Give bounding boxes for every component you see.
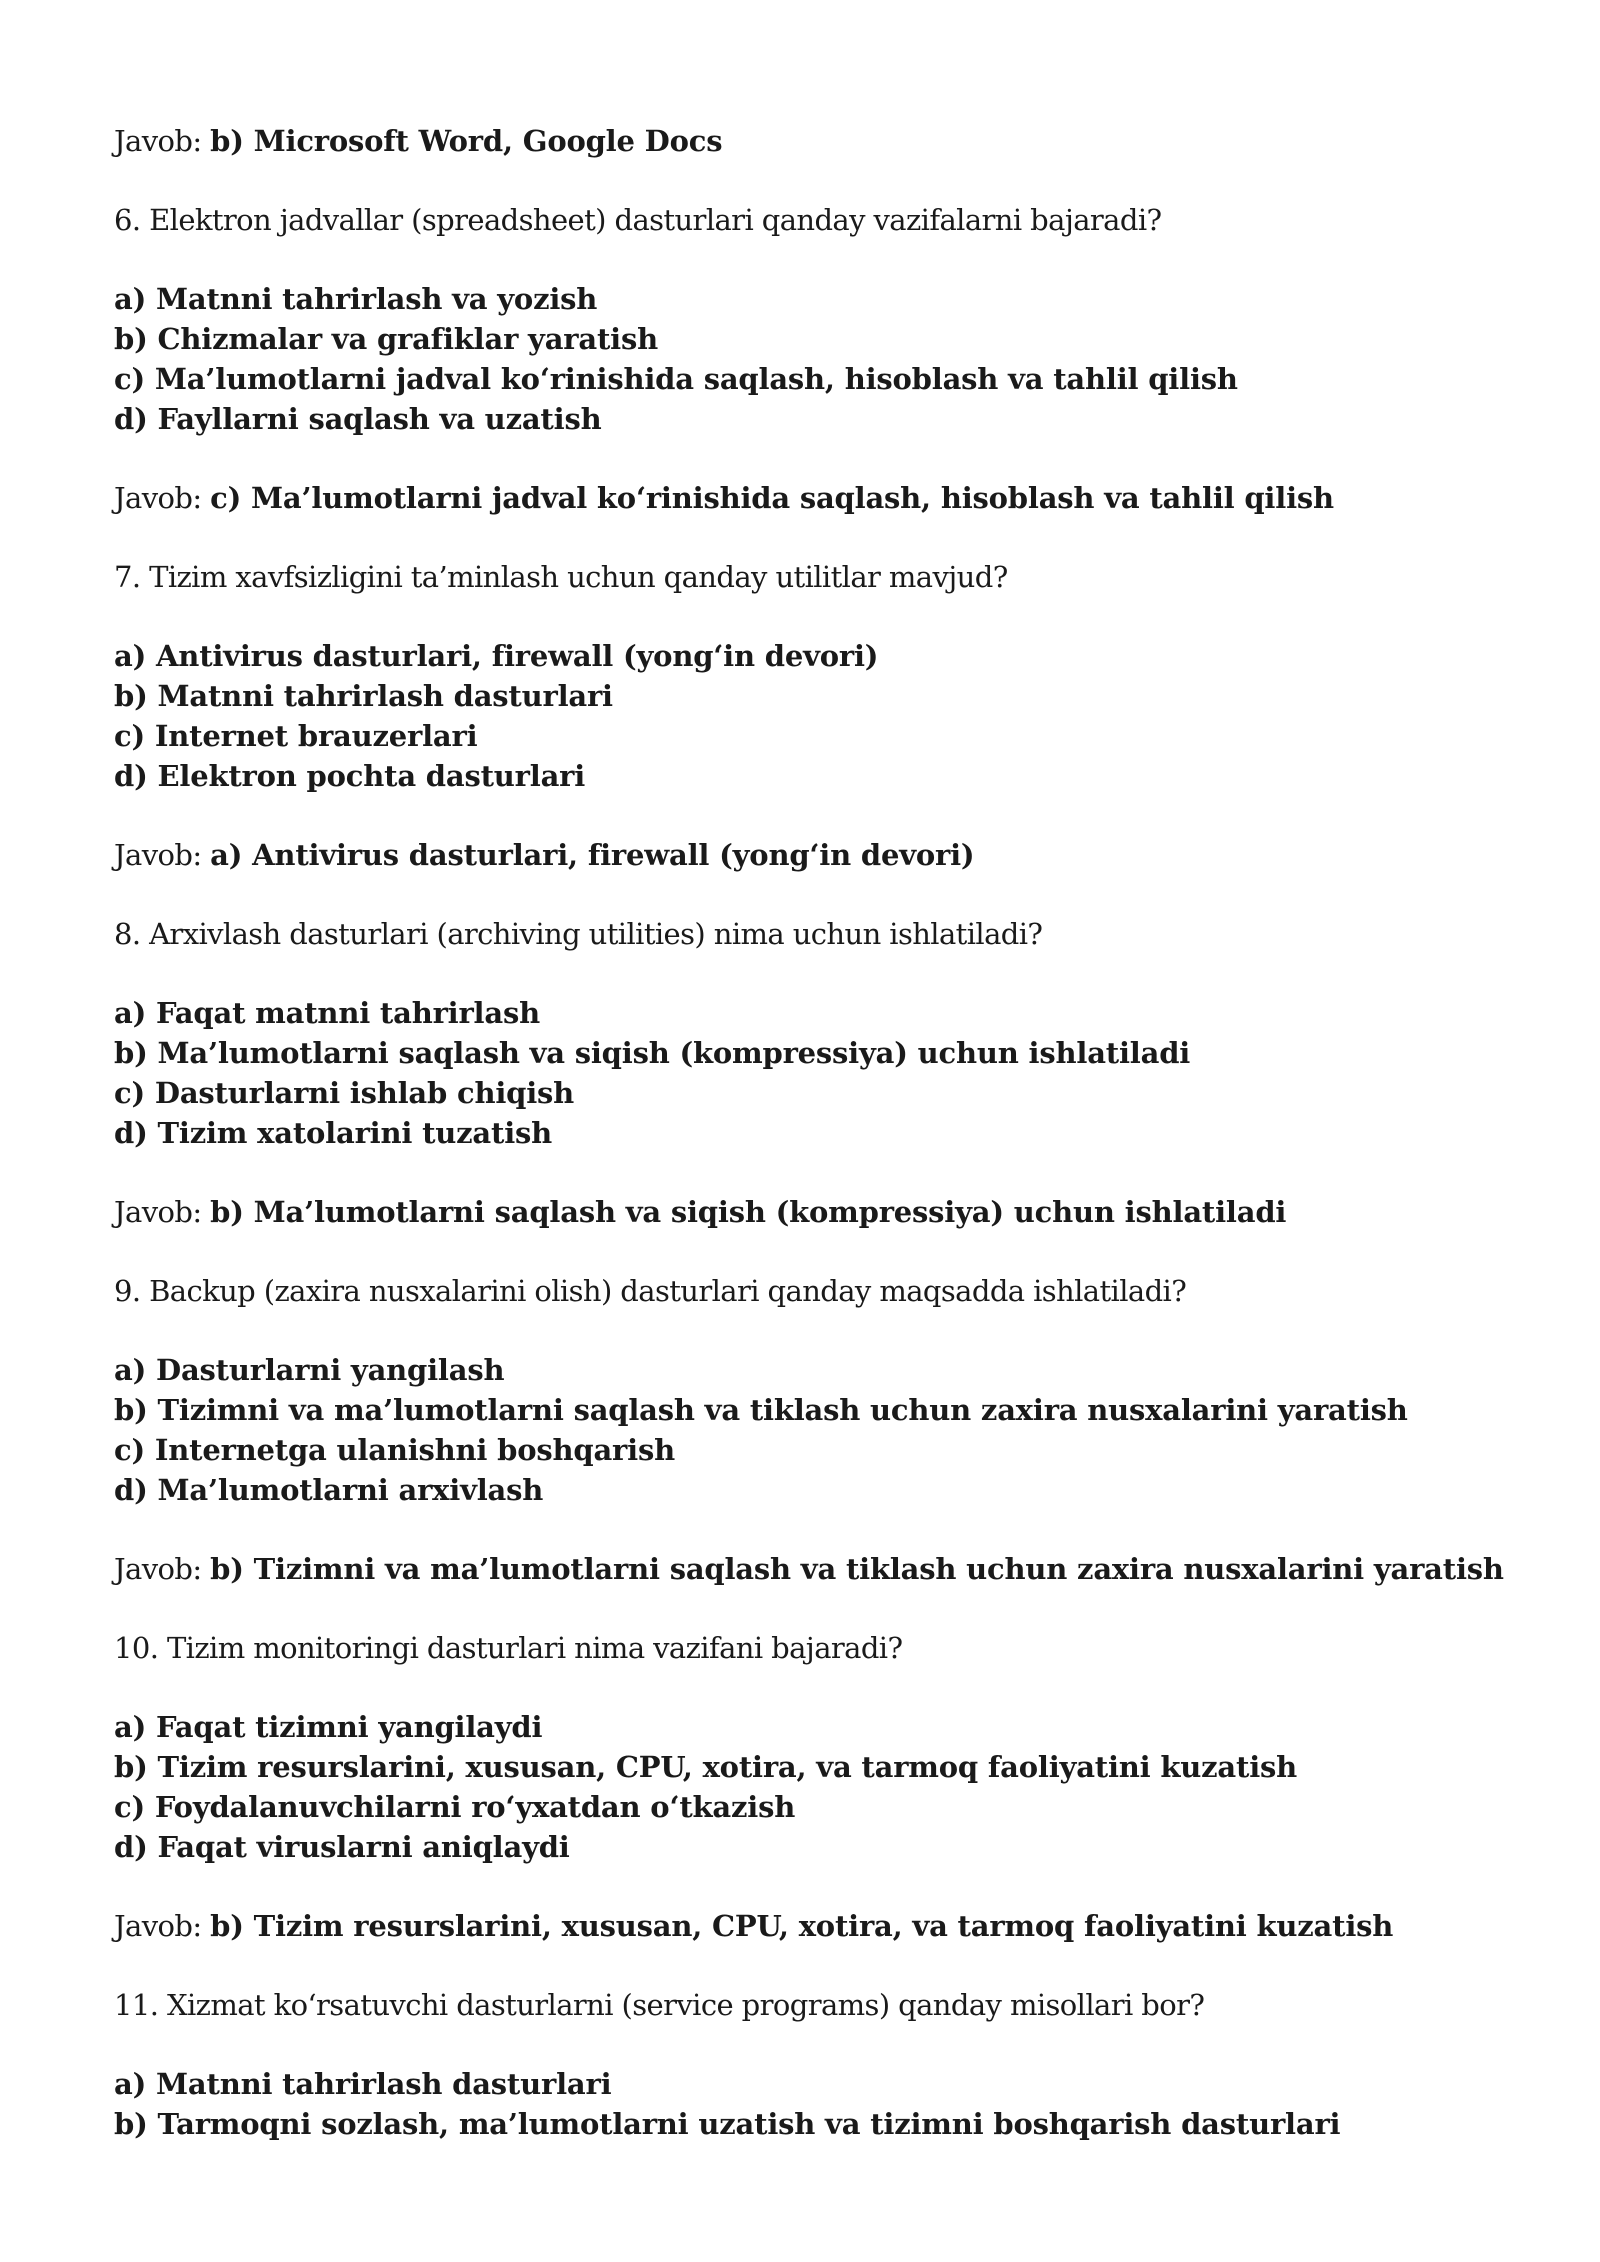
option-b: b) Chizmalar va grafiklar yaratish bbox=[114, 322, 658, 356]
options-list bbox=[114, 636, 1534, 796]
option-c: c) Internetga ulanishni boshqarish bbox=[114, 1433, 675, 1467]
options-list bbox=[114, 1707, 1534, 1867]
option-d: d) Ma’lumotlarni arxivlash bbox=[114, 1473, 544, 1507]
answer-prefix: Javob: bbox=[114, 1552, 211, 1586]
answer-value: b) Tizimni va ma’lumotlarni saqlash va tiklash uchun zaxira nusxalarini yaratish bbox=[210, 1552, 1504, 1586]
option-d: d) Faqat viruslarni aniqlaydi bbox=[114, 1830, 570, 1864]
question-11: 11. Xizmat ko‘rsatuvchi dasturlarni (service programs) qanday misollari bor? bbox=[114, 1988, 1205, 2022]
option-c: c) Internet brauzerlari bbox=[114, 719, 478, 753]
options-list bbox=[114, 2064, 1534, 2144]
option-b: b) Matnni tahrirlash dasturlari bbox=[114, 679, 613, 713]
document-page bbox=[114, 121, 1534, 2144]
answer-line bbox=[114, 478, 1534, 518]
answer-value: b) Tizim resurslarini, xususan, CPU, xotira, va tarmoq faoliyatini kuzatish bbox=[210, 1909, 1394, 1943]
answer-prefix: Javob: bbox=[114, 481, 211, 515]
answer-prefix: Javob: bbox=[114, 838, 211, 872]
option-c: c) Dasturlarni ishlab chiqish bbox=[114, 1076, 575, 1110]
answer-prefix: Javob: bbox=[114, 1909, 211, 1943]
answer-value: a) Antivirus dasturlari, firewall (yong‘in devori) bbox=[210, 838, 975, 872]
option-a: a) Faqat tizimni yangilaydi bbox=[114, 1710, 543, 1744]
answer-line bbox=[114, 1192, 1534, 1232]
answer-line bbox=[114, 1549, 1534, 1589]
options-list bbox=[114, 1350, 1534, 1510]
question-6: 6. Elektron jadvallar (spreadsheet) dasturlari qanday vazifalarni bajaradi? bbox=[114, 203, 1162, 237]
question-10: 10. Tizim monitoringi dasturlari nima vazifani bajaradi? bbox=[114, 1631, 903, 1665]
option-d: d) Fayllarni saqlash va uzatish bbox=[114, 402, 602, 436]
option-d: d) Tizim xatolarini tuzatish bbox=[114, 1116, 553, 1150]
option-b: b) Tizimni va ma’lumotlarni saqlash va tiklash uchun zaxira nusxalarini yaratish bbox=[114, 1393, 1408, 1427]
question-9: 9. Backup (zaxira nusxalarini olish) dasturlari qanday maqsadda ishlatiladi? bbox=[114, 1274, 1187, 1308]
question-8: 8. Arxivlash dasturlari (archiving utilities) nima uchun ishlatiladi? bbox=[114, 917, 1043, 951]
option-b: b) Tarmoqni sozlash, ma’lumotlarni uzatish va tizimni boshqarish dasturlari bbox=[114, 2107, 1341, 2141]
option-c: c) Ma’lumotlarni jadval ko‘rinishida saqlash, hisoblash va tahlil qilish bbox=[114, 362, 1238, 396]
option-b: b) Ma’lumotlarni saqlash va siqish (kompressiya) uchun ishlatiladi bbox=[114, 1036, 1191, 1070]
answer-line bbox=[114, 1906, 1534, 1946]
option-a: a) Matnni tahrirlash va yozish bbox=[114, 282, 598, 316]
option-a: a) Dasturlarni yangilash bbox=[114, 1353, 505, 1387]
options-list bbox=[114, 279, 1534, 439]
option-a: a) Faqat matnni tahrirlash bbox=[114, 996, 540, 1030]
answer-value: b) Ma’lumotlarni saqlash va siqish (kompressiya) uchun ishlatiladi bbox=[210, 1195, 1287, 1229]
question-7: 7. Tizim xavfsizligini ta’minlash uchun qanday utilitlar mavjud? bbox=[114, 560, 1008, 594]
option-c: c) Foydalanuvchilarni ro‘yxatdan o‘tkazish bbox=[114, 1790, 796, 1824]
option-b: b) Tizim resurslarini, xususan, CPU, xotira, va tarmoq faoliyatini kuzatish bbox=[114, 1750, 1298, 1784]
answer-line bbox=[114, 835, 1534, 875]
answer-line bbox=[114, 121, 1534, 161]
answer-prefix: Javob: bbox=[114, 1195, 211, 1229]
options-list bbox=[114, 993, 1534, 1153]
option-a: a) Antivirus dasturlari, firewall (yong‘in devori) bbox=[114, 639, 879, 673]
answer-value: b) Microsoft Word, Google Docs bbox=[210, 124, 723, 158]
option-a: a) Matnni tahrirlash dasturlari bbox=[114, 2067, 612, 2101]
answer-prefix: Javob: bbox=[114, 124, 211, 158]
option-d: d) Elektron pochta dasturlari bbox=[114, 759, 586, 793]
answer-value: c) Ma’lumotlarni jadval ko‘rinishida saqlash, hisoblash va tahlil qilish bbox=[210, 481, 1334, 515]
